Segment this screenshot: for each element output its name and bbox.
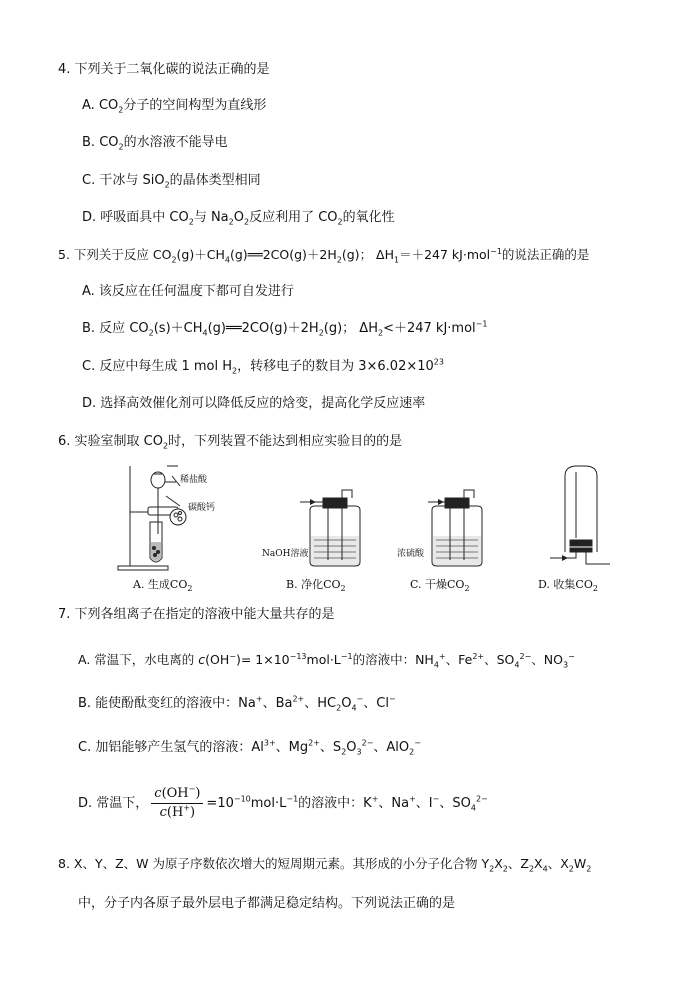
- caption-c: C. 干燥$CO_2$: [410, 578, 470, 594]
- q8-stem-line1: 8. X、Y、Z、W 为原子序数依次增大的短周期元素。其形成的小分子化合物 $Y_2X_2$、$Z_2X_4$、$X_2W_2$: [58, 856, 592, 874]
- q7-option-b: B. 能使酚酞变红的溶液中：Na+、$Ba^{2+}$、$HC_2O_4^-$、Cl−: [78, 694, 396, 713]
- apparatus-d-icon: [550, 466, 610, 564]
- label-dilute-hcl: 稀盐酸: [180, 475, 208, 485]
- apparatus-c-icon: [428, 490, 482, 566]
- q7-option-c: C. 加铝能够产生氢气的溶液：$Al^{3+}$、$Mg^{2+}$、$S_2O_3^{2-}$、AlO$_2$−: [78, 738, 421, 757]
- q4-option-d: D. 呼吸面具中 $CO_2$与 $Na_2O_2$反应利用了 $CO_2$的氧化性: [82, 210, 395, 227]
- caption-a: A. 生成$CO_2$: [133, 578, 193, 594]
- q5-option-d: D. 选择高效催化剂可以降低反应的焓变，提高化学反应速率: [82, 396, 426, 411]
- q4-option-a: A. $CO_2$分子的空间构型为直线形: [82, 98, 267, 115]
- q4-option-b: B. $CO_2$的水溶液不能导电: [82, 135, 228, 152]
- apparatus-a-icon: [118, 466, 186, 570]
- label-caco3: 碳酸钙: [188, 503, 216, 513]
- caption-b: B. 净化$CO_2$: [286, 578, 346, 594]
- q7-stem: 7. 下列各组离子在指定的溶液中能大量共存的是: [58, 607, 335, 622]
- q5-stem: 5. 下列关于反应 $CO_2(g)+CH_4(g)══2CO(g)+2H_2(g)$； $\Delta H_1=+247$ kJ·mol$^{-1}$的说法正确的是: [58, 246, 590, 265]
- q5-option-c: C. 反应中每生成 1 mol $H_2$，转移电子的数目为 $3\times 6.02\times 10^{23}$: [82, 357, 444, 376]
- label-naoh-solution: NaOH溶液: [262, 549, 309, 559]
- q5-option-a: A. 该反应在任何温度下都可自发进行: [82, 284, 294, 299]
- caption-d: D. 收集$CO_2$: [538, 578, 598, 594]
- q7-option-d: D. 常温下， $\frac{c(OH^-)}{c(H^+)}$ $=10^{-10}mol\cdot L^{-1}$的溶液中：K+、Na+、I−、$SO_4^{2-}$: [78, 784, 488, 820]
- q4-stem: 4. 下列关于二氧化碳的说法正确的是: [58, 62, 270, 77]
- q7-option-a: A. 常温下，水电离的 $c(OH^-)= 1\times 10^{-13}mol\cdot L^{-1}$的溶液中：$NH_4^+$、$Fe^{2+}$、$SO_4^{2-}$、$NO_3^-$: [78, 651, 575, 670]
- label-conc-h2so4: 浓硫酸: [397, 549, 425, 559]
- q6-stem: 6. 实验室制取 $CO_2$时，下列装置不能达到相应实验目的的是: [58, 434, 403, 451]
- apparatus-b-icon: [300, 490, 360, 566]
- q8-stem-line2: 中，分子内各原子最外层电子都满足稳定结构。下列说法正确的是: [78, 896, 456, 911]
- q7-d-fraction: $\frac{c(OH^-)}{c(H^+)}$: [151, 786, 203, 821]
- q4-option-c: C. 干冰与 SiO$_2$的晶体类型相同: [82, 173, 261, 190]
- q5-option-b: B. 反应 $CO_2(s)+CH_4(g)══2CO(g)+2H_2(g)$； $\Delta H_2<+247$ kJ·mol$^{-1}$: [82, 319, 488, 338]
